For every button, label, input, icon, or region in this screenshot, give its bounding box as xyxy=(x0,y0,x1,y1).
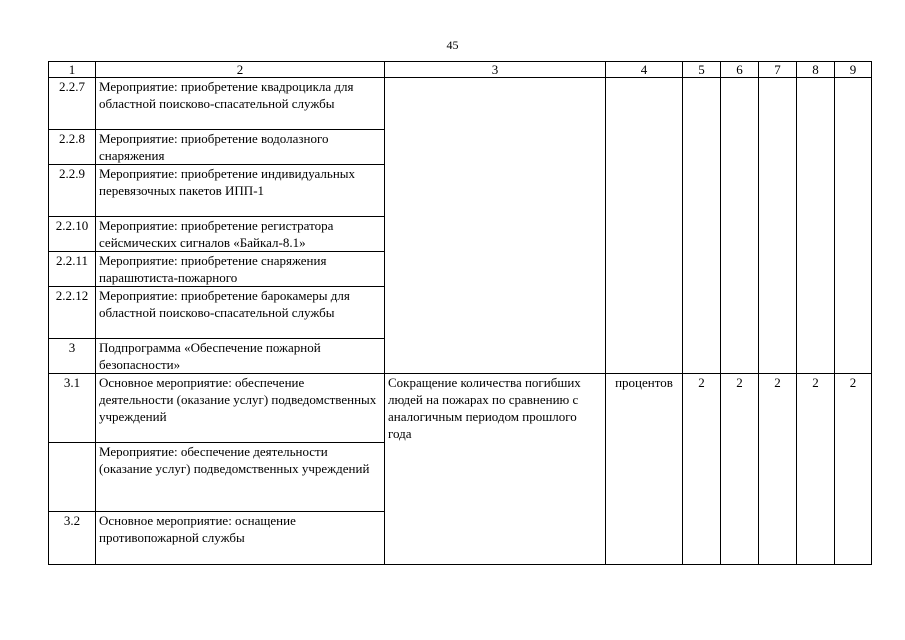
row-text: Мероприятие: обеспечение деятельности (оказание услуг) подведомственных учреждений xyxy=(96,443,385,512)
header-cell-6: 6 xyxy=(721,62,759,78)
header-cell-9: 9 xyxy=(835,62,872,78)
empty-cell xyxy=(797,78,835,374)
header-row xyxy=(49,62,872,78)
header-cell-4: 4 xyxy=(606,62,683,78)
row-number: 3.1 xyxy=(49,374,96,443)
row-text: Мероприятие: приобретение регистратора сейсмических сигналов «Байкал-8.1» xyxy=(96,217,385,252)
row-number: 2.2.7 xyxy=(49,78,96,130)
indicator-name: Сокращение количества погибших людей на пожарах по сравнению с аналогичным периодом прошлого года xyxy=(385,374,606,565)
indicators-table xyxy=(48,61,872,565)
indicator-value: 2 xyxy=(721,374,759,565)
indicator-value: 2 xyxy=(759,374,797,565)
row-number: 3 xyxy=(49,339,96,374)
header-cell-3: 3 xyxy=(385,62,606,78)
header-cell-7: 7 xyxy=(759,62,797,78)
table-row xyxy=(49,374,872,443)
header-cell-1: 1 xyxy=(49,62,96,78)
row-text: Основное мероприятие: оснащение противопожарной службы xyxy=(96,512,385,565)
row-number: 2.2.12 xyxy=(49,287,96,339)
header-cell-8: 8 xyxy=(797,62,835,78)
empty-cell xyxy=(385,78,606,374)
row-number: 2.2.10 xyxy=(49,217,96,252)
row-number: 2.2.9 xyxy=(49,165,96,217)
indicator-value: 2 xyxy=(797,374,835,565)
indicator-value: 2 xyxy=(835,374,872,565)
indicator-value: 2 xyxy=(683,374,721,565)
row-text: Мероприятие: приобретение индивидуальных перевязочных пакетов ИПП-1 xyxy=(96,165,385,217)
indicator-unit: процентов xyxy=(606,374,683,565)
table-row xyxy=(49,78,872,130)
empty-cell xyxy=(606,78,683,374)
row-text: Мероприятие: приобретение барокамеры для областной поисково-спасательной службы xyxy=(96,287,385,339)
row-text: Мероприятие: приобретение снаряжения парашютиста-пожарного xyxy=(96,252,385,287)
row-number: 2.2.8 xyxy=(49,130,96,165)
empty-cell xyxy=(835,78,872,374)
row-text: Мероприятие: приобретение квадроцикла для областной поисково-спасательной службы xyxy=(96,78,385,130)
header-cell-2: 2 xyxy=(96,62,385,78)
row-number: 3.2 xyxy=(49,512,96,565)
empty-cell xyxy=(683,78,721,374)
row-number: 2.2.11 xyxy=(49,252,96,287)
empty-cell xyxy=(759,78,797,374)
empty-cell xyxy=(721,78,759,374)
row-text: Основное мероприятие: обеспечение деятельности (оказание услуг) подведомственных учреждений xyxy=(96,374,385,443)
header-cell-5: 5 xyxy=(683,62,721,78)
page-number: 45 xyxy=(446,38,459,52)
row-text: Мероприятие: приобретение водолазного снаряжения xyxy=(96,130,385,165)
row-text: Подпрограмма «Обеспечение пожарной безопасности» xyxy=(96,339,385,374)
row-number xyxy=(49,443,96,512)
